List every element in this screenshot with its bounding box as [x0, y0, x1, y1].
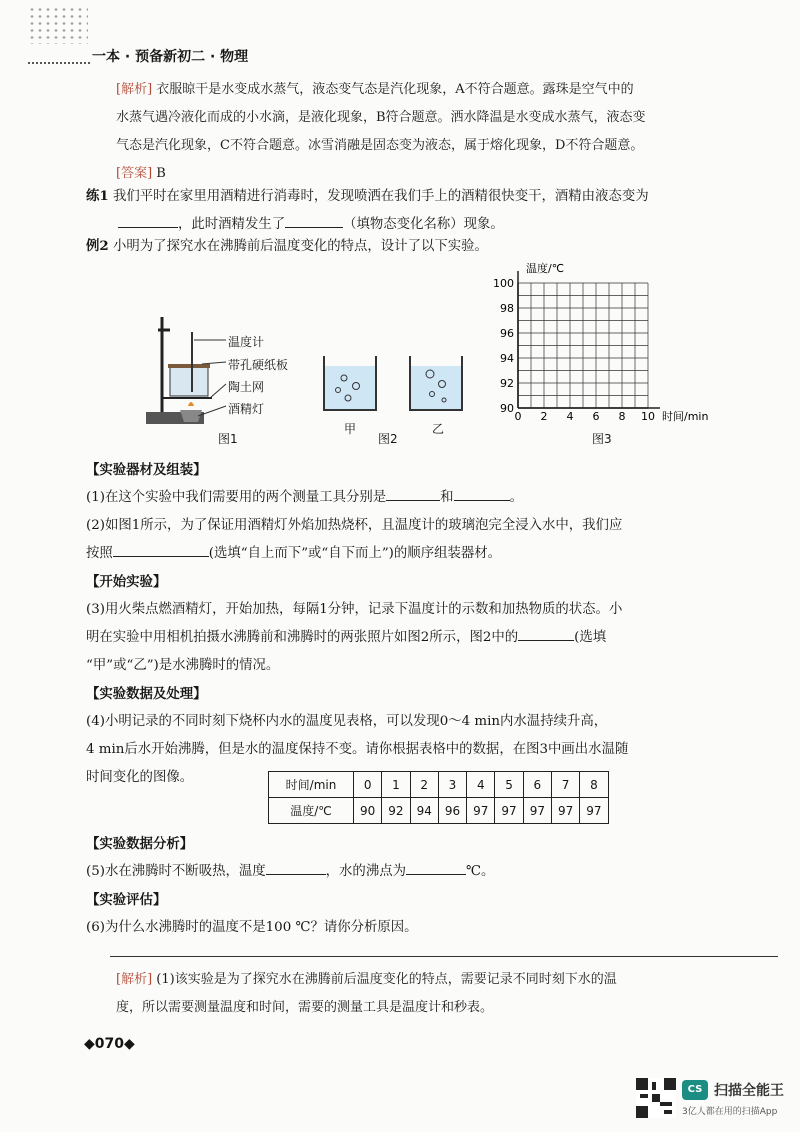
- decorative-dots: [28, 6, 88, 44]
- fig3-caption: 图3: [592, 432, 612, 446]
- table-row: [269, 798, 609, 824]
- section-heading: 【开始实验】: [86, 574, 167, 590]
- practice-text: 我们平时在家里用酒精进行消毒时，发现喷洒在我们手上的酒精很快变干，酒精由液态变为: [112, 189, 649, 204]
- fig1-label-cardboard: 带孔硬纸板: [228, 358, 289, 372]
- figure-1-apparatus: [140, 312, 320, 442]
- practice-text: ，此时酒精发生了: [178, 217, 286, 232]
- y-tick-label: 96: [500, 327, 514, 340]
- fig2-left-label: 甲: [344, 422, 357, 436]
- blank-q1-b[interactable]: [454, 486, 510, 501]
- page-number: ◆070◆: [84, 1036, 135, 1052]
- practice-text: （填物态变化名称）现象。: [343, 217, 504, 232]
- fig1-label-thermometer: 温度计: [228, 335, 265, 349]
- analysis-block-2: [116, 966, 780, 1022]
- answer-tag: [答案]: [116, 166, 153, 181]
- y-tick-label: 98: [500, 302, 514, 315]
- section-heading: 【实验数据分析】: [86, 836, 194, 852]
- table-cell: 96: [438, 798, 466, 824]
- table-cell: 0: [354, 772, 382, 798]
- y-tick-label: 90: [500, 402, 514, 415]
- analysis-block-1: [116, 76, 776, 188]
- practice-1: [86, 182, 780, 239]
- analysis-line: 度，所以需要测量温度和时间，需要的测量工具是温度计和秒表。: [116, 1000, 494, 1015]
- example-label: 例2: [86, 238, 109, 254]
- y-tick-label: 92: [500, 377, 514, 390]
- analysis-line: 衣服晾干是水变成水蒸气，液态变气态是汽化现象，A不符合题意。露珠是空气中的: [156, 82, 634, 97]
- analysis-tag: [解析]: [116, 972, 153, 987]
- figure-3-grid: [490, 260, 730, 432]
- question-3: “甲”或“乙”)是水沸腾时的情况。: [86, 658, 280, 673]
- x-tick-label: 8: [618, 410, 626, 423]
- scanner-logo-icon: CS: [682, 1080, 708, 1100]
- question-1: 和: [440, 490, 454, 505]
- table-cell: 97: [523, 798, 551, 824]
- practice-label: 练1: [86, 188, 109, 204]
- x-tick-label: 0: [514, 410, 522, 423]
- y-tick-label: 94: [500, 352, 514, 365]
- x-tick-label: 4: [566, 410, 574, 423]
- table-cell: 6: [523, 772, 551, 798]
- x-tick-label: 2: [540, 410, 548, 423]
- answer-value: B: [156, 166, 166, 181]
- table-header: 温度/℃: [269, 798, 354, 824]
- blank-q1-a[interactable]: [386, 486, 440, 501]
- analysis-tag: [解析]: [116, 82, 153, 97]
- page-header: 一本 · 预备新初二 · 物理: [92, 49, 249, 65]
- analysis-line: 气态是汽化现象，C不符合题意。冰雪消融是固态变为液态，属于熔化现象，D不符合题意。: [116, 138, 644, 153]
- table-cell: 5: [495, 772, 523, 798]
- fig1-label-gauze: 陶土网: [228, 380, 265, 394]
- question-3: 明在实验中用相机拍摄水沸腾前和沸腾时的两张照片如图2所示，图2中的: [86, 630, 519, 645]
- example-text: 小明为了探究水在沸腾前后温度变化的特点，设计了以下实验。: [112, 239, 488, 254]
- table-cell: 2: [410, 772, 438, 798]
- section-heading: 【实验评估】: [86, 892, 167, 908]
- questions-part-2: [86, 830, 780, 942]
- question-4: 时间变化的图像。: [86, 770, 194, 785]
- analysis-line: (1)该实验是为了探究水在沸腾前后温度变化的特点，需要记录不同时刻下水的温: [156, 972, 617, 987]
- table-cell: 94: [410, 798, 438, 824]
- x-axis-label: 时间/min: [662, 410, 709, 423]
- table-cell: 97: [495, 798, 523, 824]
- question-4: (4)小明记录的不同时刻下烧杯内水的温度见表格，可以发现0～4 min内水温持续升高，: [86, 714, 608, 729]
- question-5: (5)水在沸腾时不断吸热，温度: [86, 864, 266, 879]
- blank-q5-a[interactable]: [266, 860, 326, 875]
- question-4: 4 min后水开始沸腾，但是水的温度保持不变。请你根据表格中的数据，在图3中画出水温随: [86, 742, 629, 757]
- header-rule: [28, 62, 90, 64]
- table-cell: 4: [467, 772, 495, 798]
- qr-code-icon: [636, 1078, 676, 1118]
- question-2: (2)如图1所示，为了保证用酒精灯外焰加热烧杯，且温度计的玻璃泡完全浸入水中，我们应: [86, 518, 623, 533]
- question-1: (1)在这个实验中我们需要用的两个测量工具分别是: [86, 490, 387, 505]
- answer-separator: [110, 956, 778, 957]
- y-axis-label: 温度/℃: [526, 262, 565, 275]
- fig1-label-burner: 酒精灯: [228, 402, 265, 416]
- table-header: 时间/min: [269, 772, 354, 798]
- figure-2-beakers: [318, 354, 478, 416]
- analysis-line: 水蒸气遇冷液化而成的小水滴，是液化现象，B符合题意。洒水降温是水变成水蒸气，液态变: [116, 110, 646, 125]
- table-cell: 1: [382, 772, 410, 798]
- table-cell: 8: [580, 772, 608, 798]
- y-tick-label: 100: [493, 277, 514, 290]
- question-6: (6)为什么水沸腾时的温度不是100 ℃？请你分析原因。: [86, 920, 418, 935]
- blank-q3[interactable]: [518, 626, 574, 641]
- question-3: (3)用火柴点燃酒精灯，开始加热，每隔1分钟，记录下温度计的示数和加热物质的状态。小: [86, 602, 623, 617]
- example-2: [86, 232, 488, 261]
- section-heading: 【实验器材及组装】: [86, 462, 207, 478]
- fig2-right-label: 乙: [432, 422, 445, 436]
- fig1-caption: 图1: [218, 432, 238, 446]
- questions-part-1: [86, 456, 780, 792]
- scanner-tagline: 3亿人都在用的扫描App: [682, 1107, 778, 1117]
- table-cell: 97: [551, 798, 579, 824]
- table-cell: 97: [580, 798, 608, 824]
- page-number-value: 070: [94, 1036, 125, 1052]
- table-cell: 7: [551, 772, 579, 798]
- x-tick-label: 10: [641, 410, 655, 423]
- fig2-caption: 图2: [378, 432, 398, 446]
- question-5: ℃。: [466, 864, 495, 879]
- scanner-name: 扫描全能王: [714, 1083, 784, 1099]
- blank-q5-b[interactable]: [406, 860, 466, 875]
- table-cell: 90: [354, 798, 382, 824]
- table-cell: 92: [382, 798, 410, 824]
- question-3: (选填: [574, 630, 607, 645]
- blank-q2[interactable]: [113, 542, 209, 557]
- question-1: 。: [509, 490, 523, 505]
- table-row: [269, 772, 609, 798]
- x-tick-label: 6: [592, 410, 600, 423]
- table-cell: 3: [438, 772, 466, 798]
- blank-2[interactable]: [285, 213, 343, 228]
- question-2: 按照: [86, 546, 113, 561]
- table-cell: 97: [467, 798, 495, 824]
- data-table: [268, 771, 609, 824]
- section-heading: 【实验数据及处理】: [86, 686, 207, 702]
- blank-1[interactable]: [118, 213, 178, 228]
- question-5: ，水的沸点为: [325, 864, 406, 879]
- question-2: (选填“自上而下”或“自下而上”)的顺序组装器材。: [208, 546, 502, 561]
